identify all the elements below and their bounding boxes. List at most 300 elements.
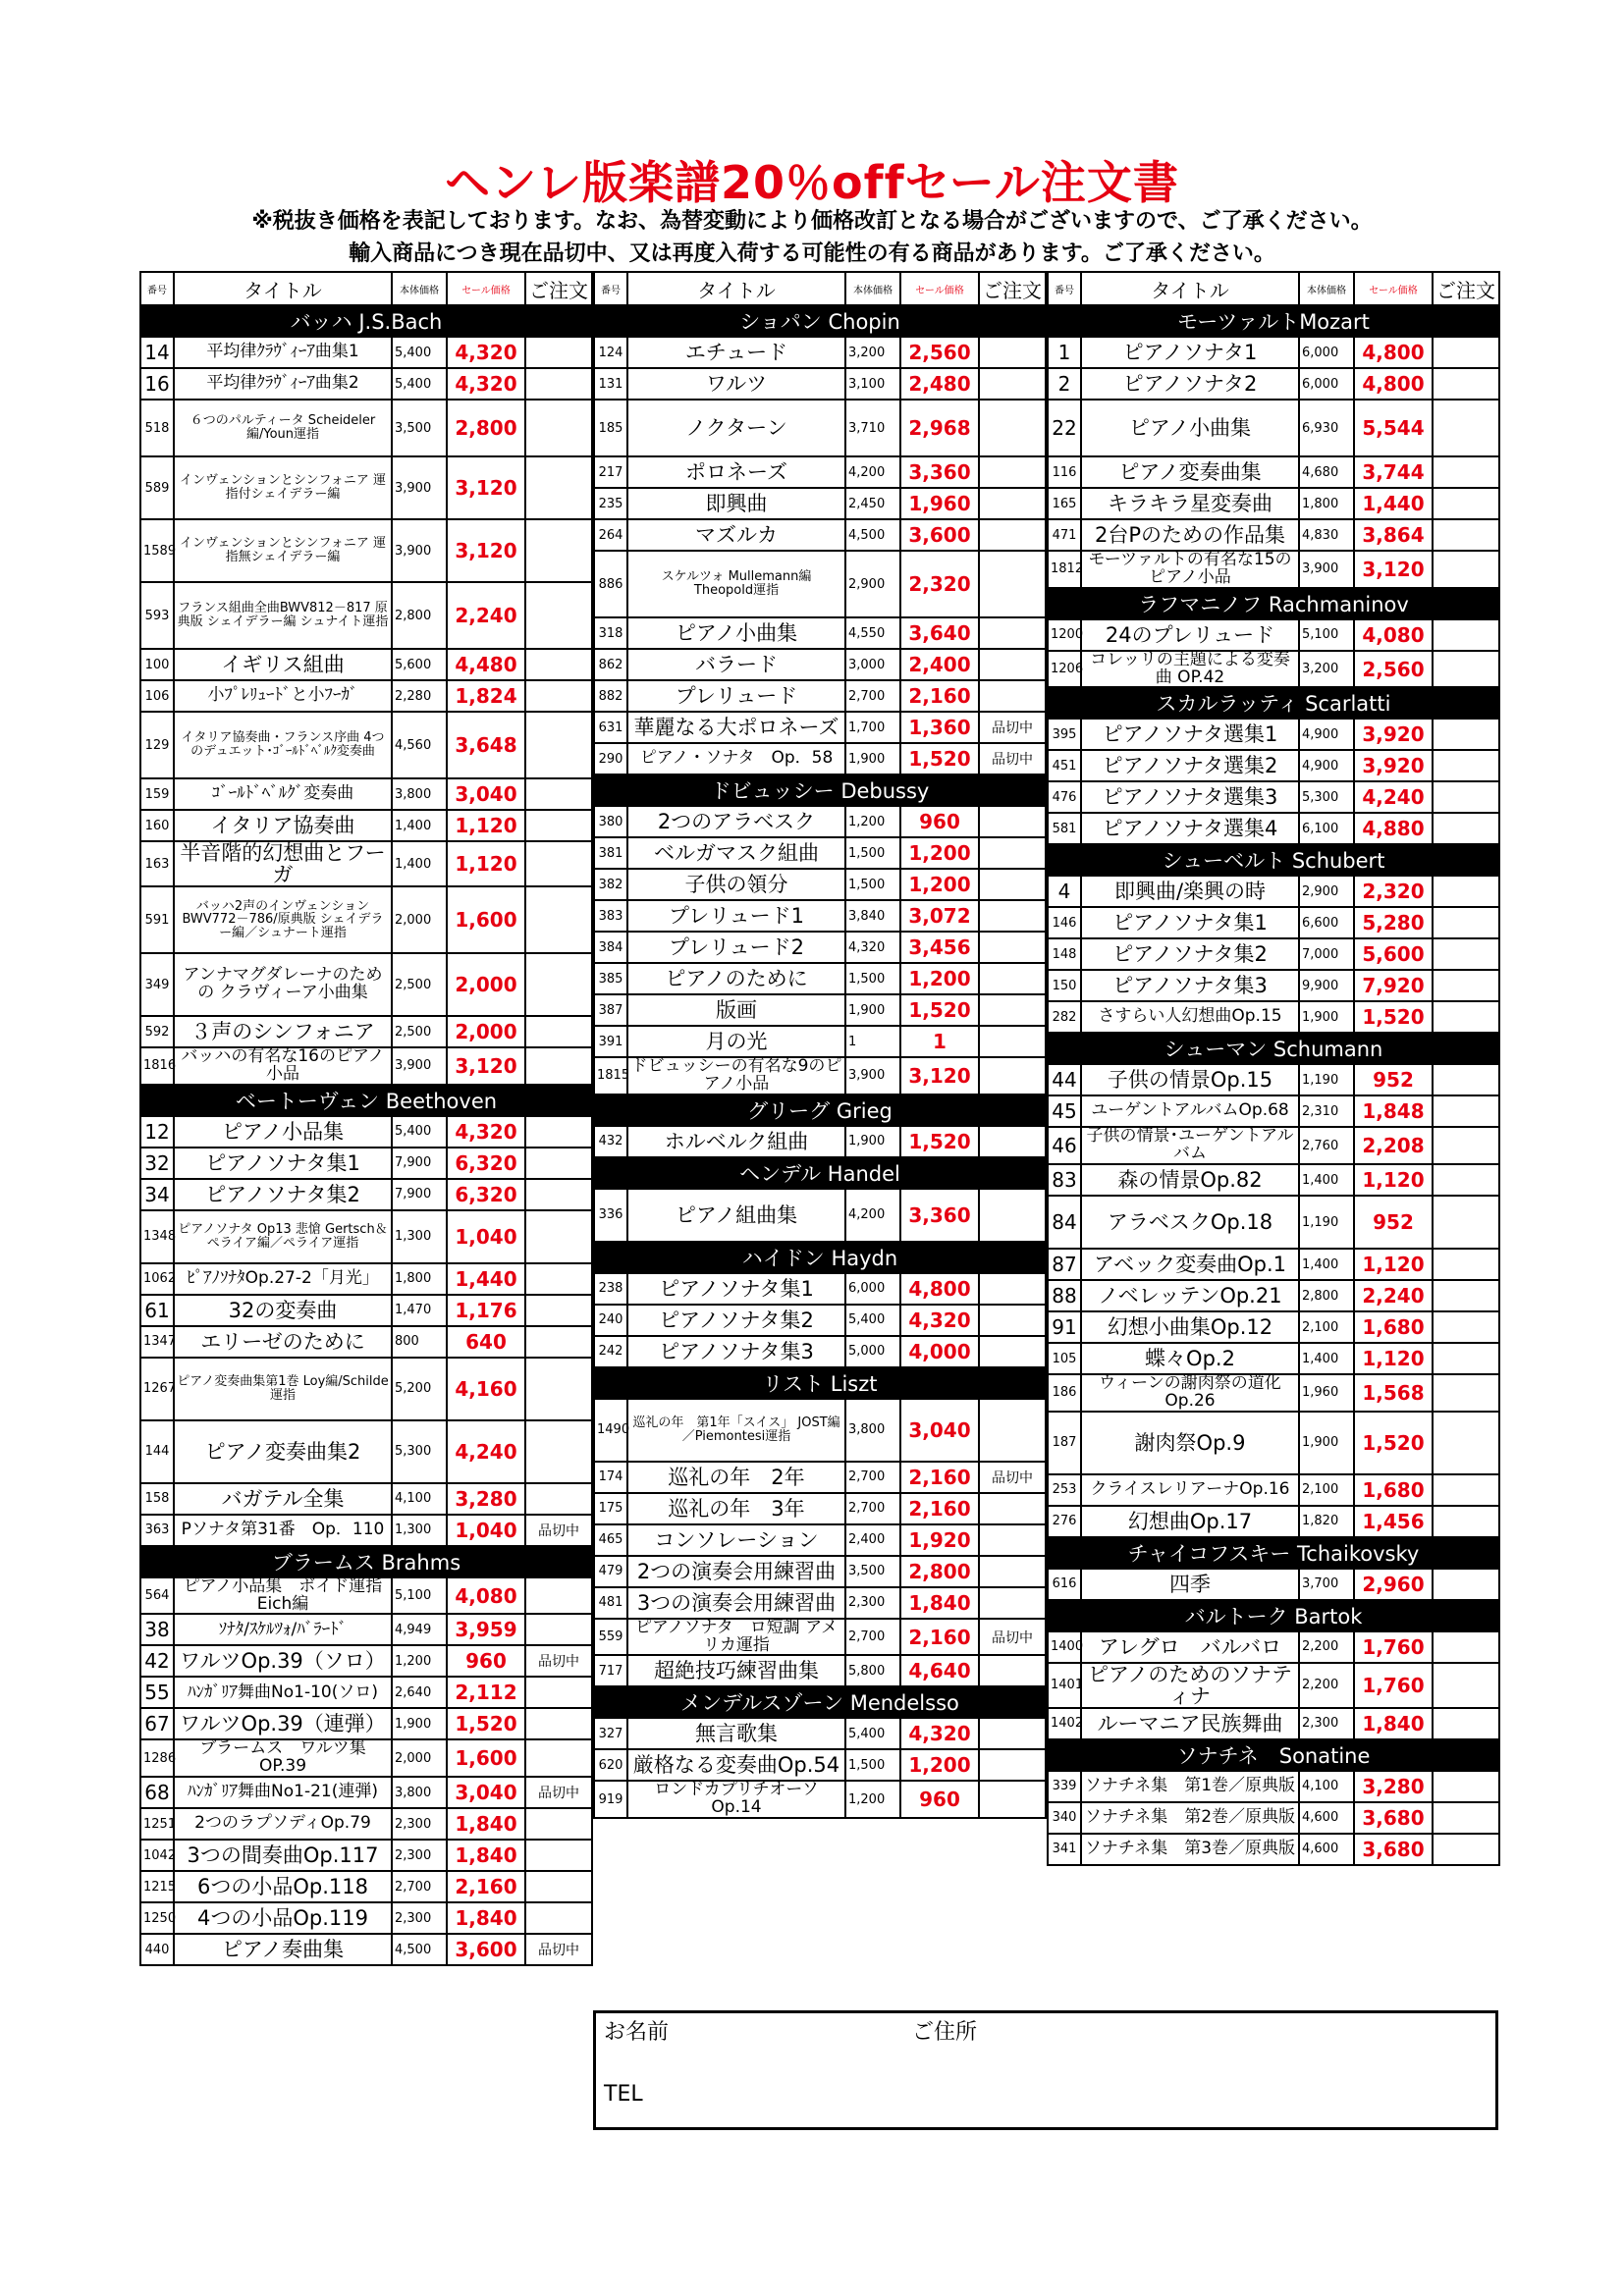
order-cell[interactable] <box>1433 907 1499 938</box>
order-cell[interactable] <box>1433 1127 1499 1164</box>
sale-price: 1,680 <box>1354 1311 1433 1343</box>
item-title: モーツァルトの有名な15のピアノ小品 <box>1081 551 1299 588</box>
order-cell[interactable] <box>979 680 1046 712</box>
order-cell[interactable]: 品切中 <box>525 1777 592 1808</box>
order-cell[interactable]: 品切中 <box>525 1645 592 1677</box>
header-order: ご注文 <box>979 272 1046 305</box>
order-cell[interactable] <box>979 1556 1046 1587</box>
table-row <box>1048 938 1499 970</box>
order-cell[interactable] <box>979 1749 1046 1781</box>
order-cell[interactable] <box>1433 1474 1499 1506</box>
order-cell[interactable] <box>525 1210 592 1263</box>
order-cell[interactable] <box>979 806 1046 837</box>
order-cell[interactable] <box>1433 1095 1499 1127</box>
order-cell[interactable] <box>1433 368 1499 400</box>
order-cell[interactable] <box>979 1587 1046 1619</box>
item-number: 83 <box>1048 1164 1081 1196</box>
order-cell[interactable] <box>1433 1343 1499 1374</box>
order-cell[interactable] <box>525 1483 592 1515</box>
order-cell[interactable] <box>525 1577 592 1615</box>
composer-section <box>140 305 592 337</box>
table-row <box>1048 750 1499 781</box>
order-cell[interactable] <box>979 337 1046 368</box>
item-number: 14 <box>140 337 174 368</box>
item-number: 150 <box>1048 970 1081 1001</box>
item-number: 4 <box>1048 876 1081 907</box>
order-cell[interactable] <box>979 963 1046 994</box>
item-number: 385 <box>594 963 627 994</box>
item-number: 159 <box>140 778 174 810</box>
order-cell[interactable] <box>979 1336 1046 1367</box>
composer-section <box>594 1686 1046 1718</box>
sale-price: 3,680 <box>1354 1834 1433 1865</box>
item-number: 276 <box>1048 1506 1081 1537</box>
item-title: ６つのパルティータ Scheideler編/Youn運指 <box>174 400 392 456</box>
order-cell[interactable] <box>979 1273 1046 1305</box>
item-title: コンソレーション <box>627 1524 845 1556</box>
order-cell[interactable] <box>1433 651 1499 688</box>
composer-section <box>594 1242 1046 1273</box>
order-cell[interactable]: 品切中 <box>525 1515 592 1546</box>
item-title: ピアノソナタ集2 <box>174 1179 392 1210</box>
sale-price: 4,320 <box>447 368 525 400</box>
table-row <box>140 1739 592 1777</box>
sale-price: 1,520 <box>1354 1412 1433 1474</box>
order-cell[interactable] <box>525 886 592 953</box>
order-cell[interactable] <box>1433 551 1499 588</box>
list-price: 4,550 <box>845 617 900 649</box>
item-title: ソナチネ集 第2巻／原典版 <box>1081 1802 1299 1834</box>
order-cell[interactable] <box>979 1781 1046 1818</box>
item-number: 38 <box>140 1614 174 1645</box>
order-cell[interactable] <box>525 400 592 456</box>
order-cell[interactable] <box>525 1708 592 1739</box>
order-cell[interactable] <box>525 1047 592 1085</box>
order-cell[interactable] <box>525 1179 592 1210</box>
item-title: 子供の情景･ユーゲントアルバム <box>1081 1127 1299 1164</box>
item-number: 87 <box>1048 1249 1081 1280</box>
order-cell[interactable] <box>525 1326 592 1358</box>
sale-price: 2,160 <box>447 1871 525 1902</box>
item-number: 88 <box>1048 1280 1081 1311</box>
order-cell[interactable]: 品切中 <box>979 1462 1046 1493</box>
order-cell[interactable] <box>1433 456 1499 488</box>
item-number: 380 <box>594 806 627 837</box>
order-cell[interactable] <box>1433 1001 1499 1033</box>
order-cell[interactable] <box>1433 1631 1499 1663</box>
list-price: 3,710 <box>845 400 900 456</box>
sale-price: 1 <box>900 1026 979 1057</box>
customer-info-box[interactable] <box>593 2010 1498 2130</box>
table-row <box>140 1871 592 1902</box>
item-title: 24のプレリュード <box>1081 619 1299 651</box>
table-row <box>140 519 592 582</box>
item-title: ピアノのためのソナティナ <box>1081 1663 1299 1708</box>
list-price: 6,100 <box>1299 813 1354 844</box>
order-cell[interactable] <box>525 1263 592 1295</box>
order-cell[interactable] <box>525 649 592 680</box>
order-cell[interactable] <box>525 953 592 1016</box>
table-row <box>594 963 1046 994</box>
order-cell[interactable] <box>979 869 1046 900</box>
sale-price: 1,040 <box>447 1210 525 1263</box>
sale-price: 960 <box>900 806 979 837</box>
sale-price: 4,800 <box>900 1273 979 1305</box>
sale-price: 1,456 <box>1354 1506 1433 1537</box>
order-cell[interactable] <box>979 1057 1046 1095</box>
order-cell[interactable] <box>979 519 1046 551</box>
order-cell[interactable] <box>979 994 1046 1026</box>
order-cell[interactable] <box>1433 1506 1499 1537</box>
order-cell[interactable] <box>525 1902 592 1934</box>
order-cell[interactable] <box>525 712 592 778</box>
item-title: 厳格なる変奏曲Op.54 <box>627 1749 845 1781</box>
table-row <box>594 617 1046 649</box>
order-cell[interactable] <box>979 1655 1046 1686</box>
table-row <box>594 1493 1046 1524</box>
item-title: ピアノ変奏曲集 <box>1081 456 1299 488</box>
sale-price: 1,200 <box>900 1749 979 1781</box>
table-row <box>1048 1506 1499 1537</box>
order-cell[interactable] <box>525 810 592 841</box>
item-title: ピアノソナタ選集2 <box>1081 750 1299 781</box>
order-cell[interactable] <box>979 1189 1046 1242</box>
item-title: ウィーンの謝肉祭の道化Op.26 <box>1081 1374 1299 1412</box>
item-title: ピアノソナタ選集3 <box>1081 781 1299 813</box>
order-cell[interactable] <box>525 582 592 649</box>
item-title: ピアノ・ソナタ Op．58 <box>627 743 845 774</box>
order-cell[interactable] <box>979 551 1046 617</box>
order-cell[interactable] <box>1433 719 1499 750</box>
order-cell[interactable] <box>525 1739 592 1777</box>
sale-price: 1,520 <box>447 1708 525 1739</box>
order-cell[interactable] <box>1433 1064 1499 1095</box>
sale-price: 6,320 <box>447 1179 525 1210</box>
sale-price: 1,848 <box>1354 1095 1433 1127</box>
item-title: ピアノ変奏曲集第1巻 Loy編/Schilde運指 <box>174 1358 392 1420</box>
item-number: 84 <box>1048 1196 1081 1249</box>
item-title: 幻想小曲集Op.12 <box>1081 1311 1299 1343</box>
order-cell[interactable] <box>525 1295 592 1326</box>
order-cell[interactable] <box>525 841 592 886</box>
order-cell[interactable] <box>1433 1374 1499 1412</box>
order-cell[interactable] <box>525 1871 592 1902</box>
sale-price: 3,040 <box>900 1399 979 1462</box>
item-number: 144 <box>140 1420 174 1483</box>
order-cell[interactable] <box>979 1305 1046 1336</box>
sale-price: 2,400 <box>900 649 979 680</box>
header-title: タイトル <box>627 272 845 305</box>
order-cell[interactable] <box>525 368 592 400</box>
list-price: 2,200 <box>1299 1631 1354 1663</box>
order-cell[interactable] <box>979 400 1046 456</box>
item-number: 616 <box>1048 1569 1081 1600</box>
sale-price: 2,800 <box>447 400 525 456</box>
item-number: 217 <box>594 456 627 488</box>
table-row <box>1048 651 1499 688</box>
item-title: 小ﾌﾟﾚﾘｭｰﾄﾞと小ﾌｰｶﾞ <box>174 680 392 712</box>
table-row <box>594 1305 1046 1336</box>
order-cell[interactable]: 品切中 <box>979 743 1046 774</box>
item-number: 61 <box>140 1295 174 1326</box>
order-cell[interactable] <box>1433 519 1499 551</box>
item-title: 2つの演奏会用練習曲 <box>627 1556 845 1587</box>
order-cell[interactable] <box>1433 938 1499 970</box>
sale-price: 1,960 <box>900 488 979 519</box>
table-row <box>594 1524 1046 1556</box>
order-cell[interactable] <box>525 1840 592 1871</box>
table-row <box>594 1587 1046 1619</box>
item-title: スケルツォ Mullemann編 Theopold運指 <box>627 551 845 617</box>
item-title: 半音階的幻想曲とフーガ <box>174 841 392 886</box>
sale-price: 4,240 <box>447 1420 525 1483</box>
sale-price: 1,824 <box>447 680 525 712</box>
order-cell[interactable] <box>979 1026 1046 1057</box>
sale-price: 2,968 <box>900 400 979 456</box>
order-cell[interactable] <box>979 932 1046 963</box>
sale-price: 2,000 <box>447 953 525 1016</box>
section-heading: バルトーク Bartok <box>1048 1600 1499 1631</box>
order-cell[interactable] <box>1433 1771 1499 1802</box>
tax-note: ※税抜き価格を表記しております。なお、為替変動により価格改訂となる場合がございますので、ご了承ください。 <box>251 209 1373 234</box>
table-row <box>594 1399 1046 1462</box>
sale-price: 3,920 <box>1354 750 1433 781</box>
table-row <box>1048 1834 1499 1865</box>
composer-section <box>594 774 1046 806</box>
header-price: 本体価格 <box>845 272 900 305</box>
item-number: 1589 <box>140 519 174 582</box>
item-title: ワルツOp.39（連弾） <box>174 1708 392 1739</box>
list-price: 2,100 <box>1299 1474 1354 1506</box>
item-title: ドビュッシーの有名な9のピアノ小品 <box>627 1057 845 1095</box>
item-title: ピアノソナタ Op13 悲愴 Gertsch＆ペライア編／ペライア運指 <box>174 1210 392 1263</box>
table-row <box>594 649 1046 680</box>
order-cell[interactable]: 品切中 <box>979 1619 1046 1656</box>
order-cell[interactable] <box>979 617 1046 649</box>
list-price: 7,900 <box>392 1179 447 1210</box>
sale-price: 1,120 <box>447 841 525 886</box>
table-row <box>594 1655 1046 1686</box>
item-number: 242 <box>594 1336 627 1367</box>
table-row <box>1048 1280 1499 1311</box>
table-row <box>1048 368 1499 400</box>
header-row <box>1048 272 1499 305</box>
list-price: 2,100 <box>1299 1311 1354 1343</box>
composer-section <box>1048 588 1499 619</box>
table-row <box>1048 1001 1499 1033</box>
order-cell[interactable] <box>979 1524 1046 1556</box>
sale-price: 3,040 <box>447 1777 525 1808</box>
item-title: ピアノソナタ集2 <box>1081 938 1299 970</box>
order-cell[interactable] <box>1433 781 1499 813</box>
order-cell[interactable] <box>1433 1708 1499 1739</box>
list-price: 5,400 <box>845 1305 900 1336</box>
list-price: 3,900 <box>392 519 447 582</box>
table-row <box>1048 1196 1499 1249</box>
order-table <box>139 271 593 1966</box>
order-cell[interactable] <box>525 519 592 582</box>
order-cell[interactable] <box>525 778 592 810</box>
sale-price: 1,360 <box>900 712 979 743</box>
list-price: 1,960 <box>1299 1374 1354 1412</box>
section-heading: ラフマニノフ Rachmaninov <box>1048 588 1499 619</box>
order-cell[interactable] <box>979 456 1046 488</box>
table-row <box>1048 813 1499 844</box>
item-title: 版画 <box>627 994 845 1026</box>
item-title: ピアノソナタ集1 <box>1081 907 1299 938</box>
order-cell[interactable] <box>1433 619 1499 651</box>
order-cell[interactable] <box>1433 1569 1499 1600</box>
order-cell[interactable] <box>525 456 592 519</box>
header-row <box>594 272 1046 305</box>
list-price: 4,900 <box>1299 750 1354 781</box>
order-cell[interactable] <box>979 1718 1046 1749</box>
composer-section <box>594 1157 1046 1189</box>
item-number: 238 <box>594 1273 627 1305</box>
sale-price: 1,120 <box>1354 1249 1433 1280</box>
order-cell[interactable] <box>1433 1164 1499 1196</box>
order-cell[interactable] <box>525 1808 592 1840</box>
list-price: 1,900 <box>845 1126 900 1157</box>
order-cell[interactable] <box>525 1420 592 1483</box>
table-row <box>594 519 1046 551</box>
item-number: 1200 <box>1048 619 1081 651</box>
order-cell[interactable] <box>1433 1412 1499 1474</box>
section-heading: モーツァルトMozart <box>1048 305 1499 337</box>
list-price: 1,800 <box>1299 488 1354 519</box>
item-number: 44 <box>1048 1064 1081 1095</box>
item-number: 1267 <box>140 1358 174 1420</box>
order-cell[interactable] <box>1433 1249 1499 1280</box>
list-price: 2,300 <box>392 1840 447 1871</box>
table-row <box>140 456 592 519</box>
sale-price: 1,120 <box>447 810 525 841</box>
item-title: ピアノソナタ集2 <box>627 1305 845 1336</box>
order-cell[interactable] <box>979 368 1046 400</box>
table-row <box>594 1057 1046 1095</box>
table-row <box>594 1126 1046 1157</box>
item-number: 1402 <box>1048 1708 1081 1739</box>
order-cell[interactable] <box>525 1358 592 1420</box>
order-cell[interactable]: 品切中 <box>979 712 1046 743</box>
item-number: 559 <box>594 1619 627 1656</box>
sale-price: 1,440 <box>447 1263 525 1295</box>
item-number: 882 <box>594 680 627 712</box>
sale-price: 3,360 <box>900 456 979 488</box>
order-cell[interactable] <box>979 1493 1046 1524</box>
order-cell[interactable] <box>979 649 1046 680</box>
list-price: 1,190 <box>1299 1064 1354 1095</box>
order-cell[interactable] <box>525 1116 592 1148</box>
order-cell[interactable] <box>525 337 592 368</box>
list-price: 1,900 <box>845 994 900 1026</box>
order-cell[interactable] <box>525 1016 592 1047</box>
item-title: ピアノソナタ集3 <box>1081 970 1299 1001</box>
item-number: 451 <box>1048 750 1081 781</box>
order-cell[interactable] <box>979 900 1046 932</box>
item-title: マズルカ <box>627 519 845 551</box>
order-cell[interactable] <box>1433 1311 1499 1343</box>
sale-price: 4,160 <box>447 1358 525 1420</box>
order-cell[interactable] <box>1433 1663 1499 1708</box>
table-row <box>140 1179 592 1210</box>
item-title: ノベレッテンOp.21 <box>1081 1280 1299 1311</box>
sale-price: 1,040 <box>447 1515 525 1546</box>
header-row <box>140 272 592 305</box>
sale-price: 4,640 <box>900 1655 979 1686</box>
table-row <box>140 1840 592 1871</box>
item-number: 46 <box>1048 1127 1081 1164</box>
sale-price: 2,560 <box>900 337 979 368</box>
item-title: 2つのラプソディOp.79 <box>174 1808 392 1840</box>
sale-price: 3,120 <box>447 1047 525 1085</box>
sale-price: 3,072 <box>900 900 979 932</box>
item-number: 387 <box>594 994 627 1026</box>
list-price: 1,300 <box>392 1210 447 1263</box>
order-cell[interactable] <box>979 488 1046 519</box>
item-title: 3つの演奏会用練習曲 <box>627 1587 845 1619</box>
header-sale: セール価格 <box>900 272 979 305</box>
order-cell[interactable] <box>1433 1802 1499 1834</box>
item-title: ルーマニア民族舞曲 <box>1081 1708 1299 1739</box>
header-price: 本体価格 <box>392 272 447 305</box>
sale-price: 4,320 <box>900 1305 979 1336</box>
order-cell[interactable] <box>1433 970 1499 1001</box>
item-number: 349 <box>140 953 174 1016</box>
order-cell[interactable] <box>1433 1196 1499 1249</box>
order-cell[interactable] <box>1433 488 1499 519</box>
order-column-2 <box>593 271 1045 1819</box>
item-title: ピアノ小曲集 <box>1081 400 1299 456</box>
section-heading: ソナチネ Sonatine <box>1048 1739 1499 1771</box>
order-cell[interactable] <box>1433 876 1499 907</box>
list-price: 1,900 <box>1299 1001 1354 1033</box>
item-number: 318 <box>594 617 627 649</box>
table-row <box>1048 337 1499 368</box>
list-price: 4,320 <box>845 932 900 963</box>
sale-price: 1,840 <box>447 1840 525 1871</box>
table-row <box>1048 1412 1499 1474</box>
order-cell[interactable] <box>1433 337 1499 368</box>
order-cell[interactable]: 品切中 <box>525 1934 592 1965</box>
order-cell[interactable] <box>525 1677 592 1708</box>
list-price: 6,000 <box>1299 337 1354 368</box>
list-price: 1,200 <box>392 1645 447 1677</box>
item-title: ピアノ小品集 ボイド運指 Eich編 <box>174 1577 392 1615</box>
order-cell[interactable] <box>979 1126 1046 1157</box>
order-cell[interactable] <box>525 1148 592 1179</box>
order-cell[interactable] <box>1433 1834 1499 1865</box>
order-cell[interactable] <box>979 1399 1046 1462</box>
section-heading: チャイコフスキー Tchaikovsky <box>1048 1537 1499 1569</box>
order-cell[interactable] <box>525 1614 592 1645</box>
stock-note: 輸入商品につき現在品切中、又は再度入荷する可能性の有る商品があります。ご了承ください。 <box>349 241 1275 266</box>
item-title: ピアノ奏曲集 <box>174 1934 392 1965</box>
order-cell[interactable] <box>1433 813 1499 844</box>
list-price: 3,800 <box>392 778 447 810</box>
order-table <box>1047 271 1500 1866</box>
order-cell[interactable] <box>979 837 1046 869</box>
order-cell[interactable] <box>1433 750 1499 781</box>
item-number: 1062 <box>140 1263 174 1295</box>
table-row <box>140 1677 592 1708</box>
order-cell[interactable] <box>525 680 592 712</box>
order-cell[interactable] <box>1433 1280 1499 1311</box>
sale-price: 3,600 <box>900 519 979 551</box>
table-row <box>1048 1631 1499 1663</box>
order-cell[interactable] <box>1433 400 1499 456</box>
item-number: 1815 <box>594 1057 627 1095</box>
